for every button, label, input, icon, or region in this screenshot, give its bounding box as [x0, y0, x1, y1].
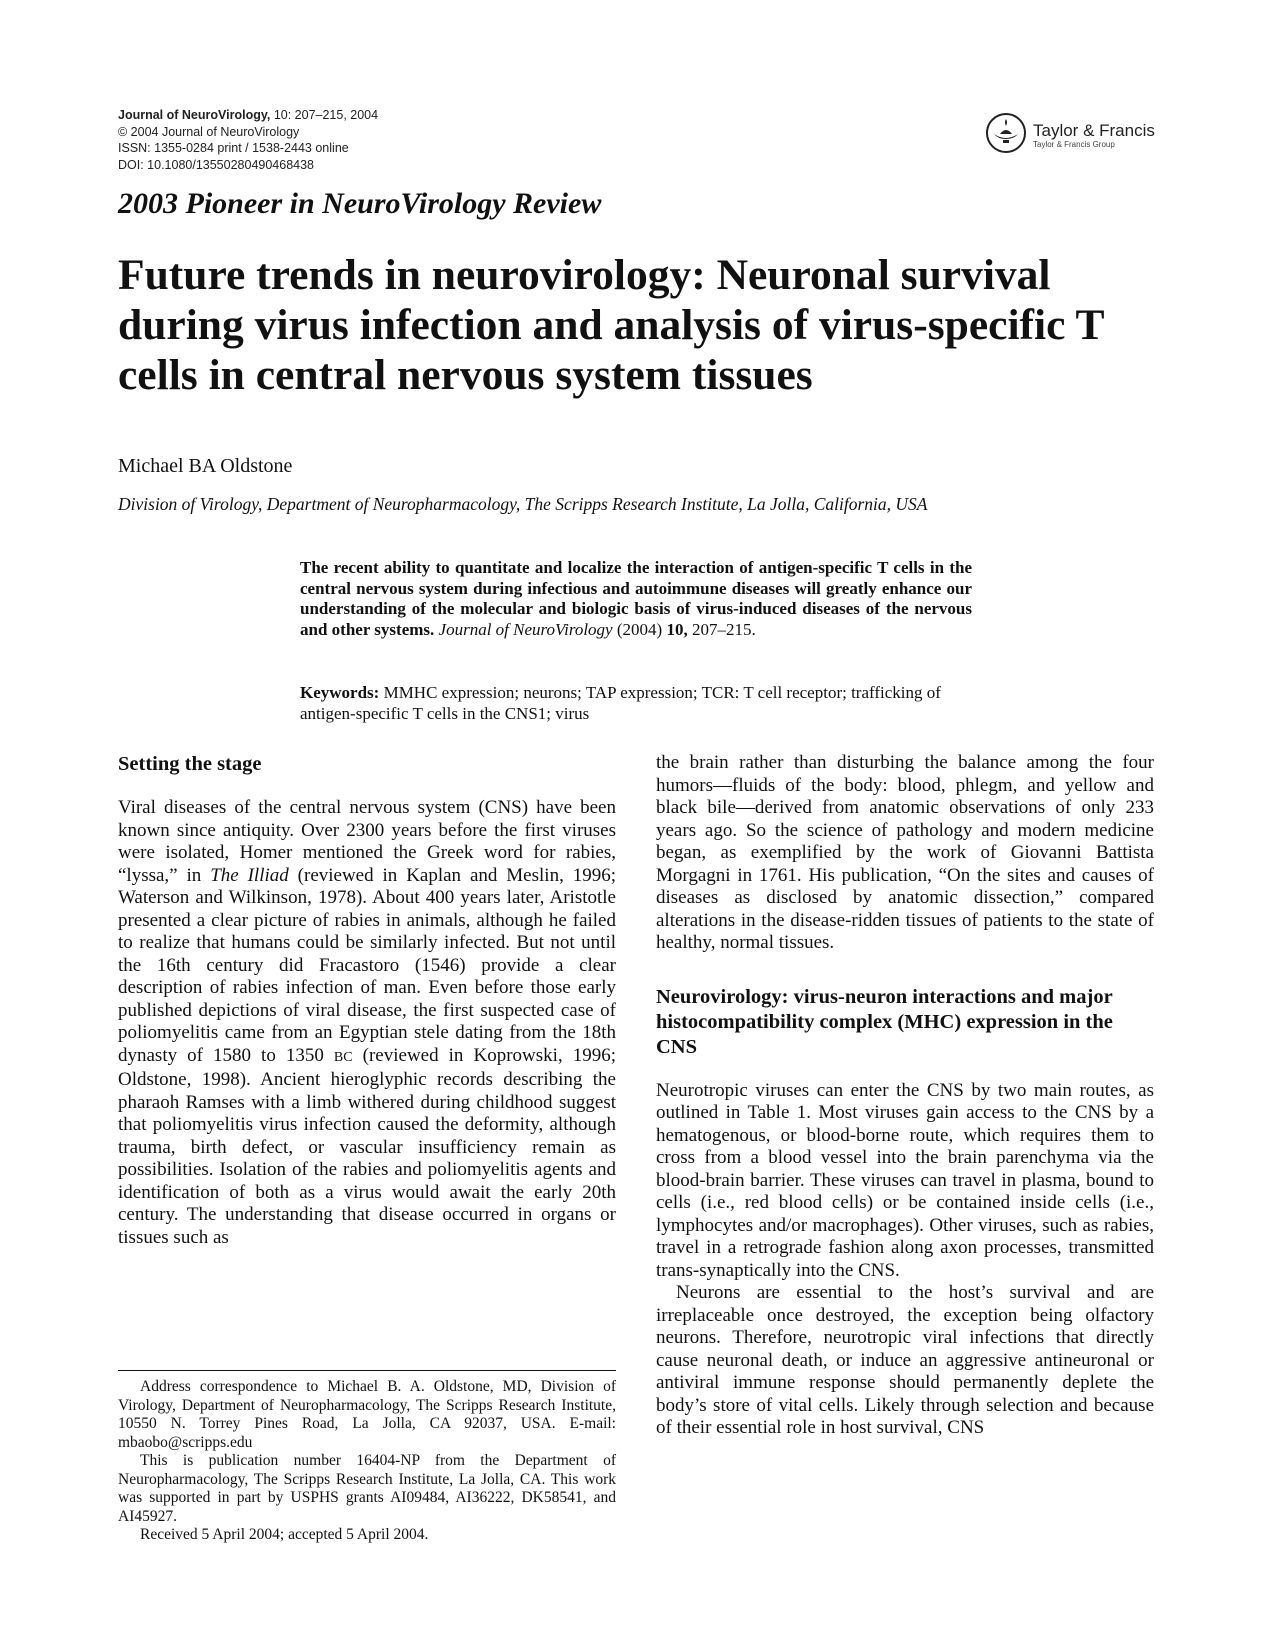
abstract	[300, 558, 972, 640]
lamp-icon	[985, 112, 1027, 158]
keywords-label: Keywords:	[300, 683, 380, 702]
publisher-logo	[985, 112, 1155, 158]
footnote-divider	[118, 1370, 616, 1371]
copyright-line: © 2004 Journal of NeuroVirology	[118, 124, 300, 139]
paragraph-text: Viral diseases of the central nervous system (CNS) have been known since antiquity. Over 2300 years before the first viruses were isolated, Homer mentioned the Greek word for rabies, “lyssa,” in	[118, 797, 616, 886]
left-column	[118, 752, 616, 1249]
footnotes	[118, 1378, 616, 1545]
keywords	[300, 683, 972, 724]
article-title: Future trends in neurovirology: Neuronal survival during virus infection and analysis of virus-specific T cells in central nervous system tissues	[118, 251, 1104, 399]
author-affiliation: Division of Virology, Department of Neuropharmacology, The Scripps Research Institute, La Jolla, California, USA	[118, 494, 928, 514]
abstract-journal-ref: Journal of NeuroVirology	[438, 619, 613, 639]
section-heading-neurovirology: Neurovirology: virus-neuron interactions and major histocompatibility complex (MHC) expression in the CNS	[656, 985, 1113, 1058]
doi-line: DOI: 10.1080/13550280490468438	[118, 157, 315, 172]
section-heading-setting-the-stage: Setting the stage	[118, 753, 262, 775]
iliad-title: The Illiad	[210, 864, 289, 886]
footnote-received: Received 5 April 2004; accepted 5 April 2004.	[140, 1526, 429, 1543]
footnote-correspondence: Address correspondence to Michael B. A. Oldstone, MD, Division of Virology, Department of Neuropharmacology, The Scripps Research Institute, 10550 N. Torrey Pines Road, La Jolla, CA 92037, USA. E-mail: mbaobo@scripps.edu	[118, 1378, 616, 1451]
author-name: Michael BA Oldstone	[118, 455, 293, 477]
paragraph: Neurotropic viruses can enter the CNS by two main routes, as outlined in Table 1. Most viruses gain access to the CNS by a hematogenous, or blood-borne route, which requires them to cross from a blood vessel into the brain parenchyma via the blood-brain barrier. These viruses can travel in plasma, bound to cells (i.e., red blood cells) or be contained inside cells (i.e., lymphocytes and/or macrophages). Other viruses, such as rabies, travel in a retrograde fashion along axon processes, transmitted trans-synaptically into the CNS.	[656, 1079, 1154, 1281]
publisher-name: Taylor & Francis	[1033, 120, 1155, 140]
paragraph-text: (reviewed in Koprowski, 1996; Oldstone, 1998). Ancient hieroglyphic records describing the pharaoh Ramses with a limb withered during childhood suggest that poliomyelitis virus infection caused the deformity, although trauma, birth defect, or vascular insufficiency remain as possibilities. Isolation of the rabies and poliomyelitis agents and identification of both as a virus would await the early 20th century. The understanding that disease occurred in organs or tissues such as	[118, 1044, 616, 1248]
right-column	[656, 752, 1154, 1440]
paragraph: the brain rather than disturbing the balance among the four humors—fluids of the body: blood, phlegm, and yellow and black bile—derived from anatomic observations of only 233 years ago. So the science of pathology and modern medicine began, as exemplified by the work of Giovanni Battista Morgagni in 1761. His publication, “On the sites and causes of diseases as disclosed by anatomic dissection,” compared alterations in the disease-ridden tissues of patients to the state of healthy, normal tissues.	[656, 752, 1154, 953]
abstract-text: The recent ability to quantitate and localize the interaction of antigen-specific T cells in the central nervous system during infectious and autoimmune diseases will greatly enhance our understanding of the molecular and biologic basis of virus-induced diseases of the nervous and other systems.	[300, 558, 972, 639]
abstract-volume: 10,	[666, 619, 688, 639]
journal-header	[118, 107, 378, 173]
abstract-year: (2004)	[612, 619, 667, 639]
footnote-publication: This is publication number 16404-NP from the Department of Neuropharmacology, The Scripps Research Institute, La Jolla, CA. This work was supported in part by USPHS grants AI09484, AI36222, DK58541, and AI45927.	[118, 1452, 616, 1525]
paragraph	[118, 797, 616, 1249]
paragraph-text: (reviewed in Kaplan and Meslin, 1996; Waterson and Wilkinson, 1978). About 400 years later, Aristotle presented a clear picture of rabies in animals, although he failed to realize that humans could be similarly infected. But not until the 16th century did Fracastoro (1546) provide a clear description of rabies infection of man. Even before those early published depictions of viral disease, the first suspected case of poliomyelitis came from an Egyptian stele dating from the 18th dynasty of 1580 to 1350	[118, 864, 616, 1066]
bc-abbrev: BC	[333, 1049, 353, 1065]
paragraph: Neurons are essential to the host’s survival and are irreplaceable once destroyed, the exception being olfactory neurons. Therefore, neurotropic viral infections that directly cause neuronal death, or induce an aggressive antineuronal or antiviral immune response should permanently deplete the body’s store of vital cells. Likely through selection and because of their essential role in host survival, CNS	[656, 1282, 1154, 1438]
journal-citation: 10: 207–215, 2004	[270, 108, 379, 122]
publisher-group: Taylor & Francis Group	[1033, 139, 1115, 149]
series-title: 2003 Pioneer in NeuroVirology Review	[118, 187, 602, 220]
keywords-text: MMHC expression; neurons; TAP expression; TCR: T cell receptor; trafficking of antigen-specific T cells in the CNS1; virus	[300, 683, 941, 723]
abstract-pages: 207–215.	[687, 619, 756, 639]
issn-line: ISSN: 1355-0284 print / 1538-2443 online	[118, 141, 349, 155]
journal-name: Journal of NeuroVirology,	[118, 108, 271, 122]
